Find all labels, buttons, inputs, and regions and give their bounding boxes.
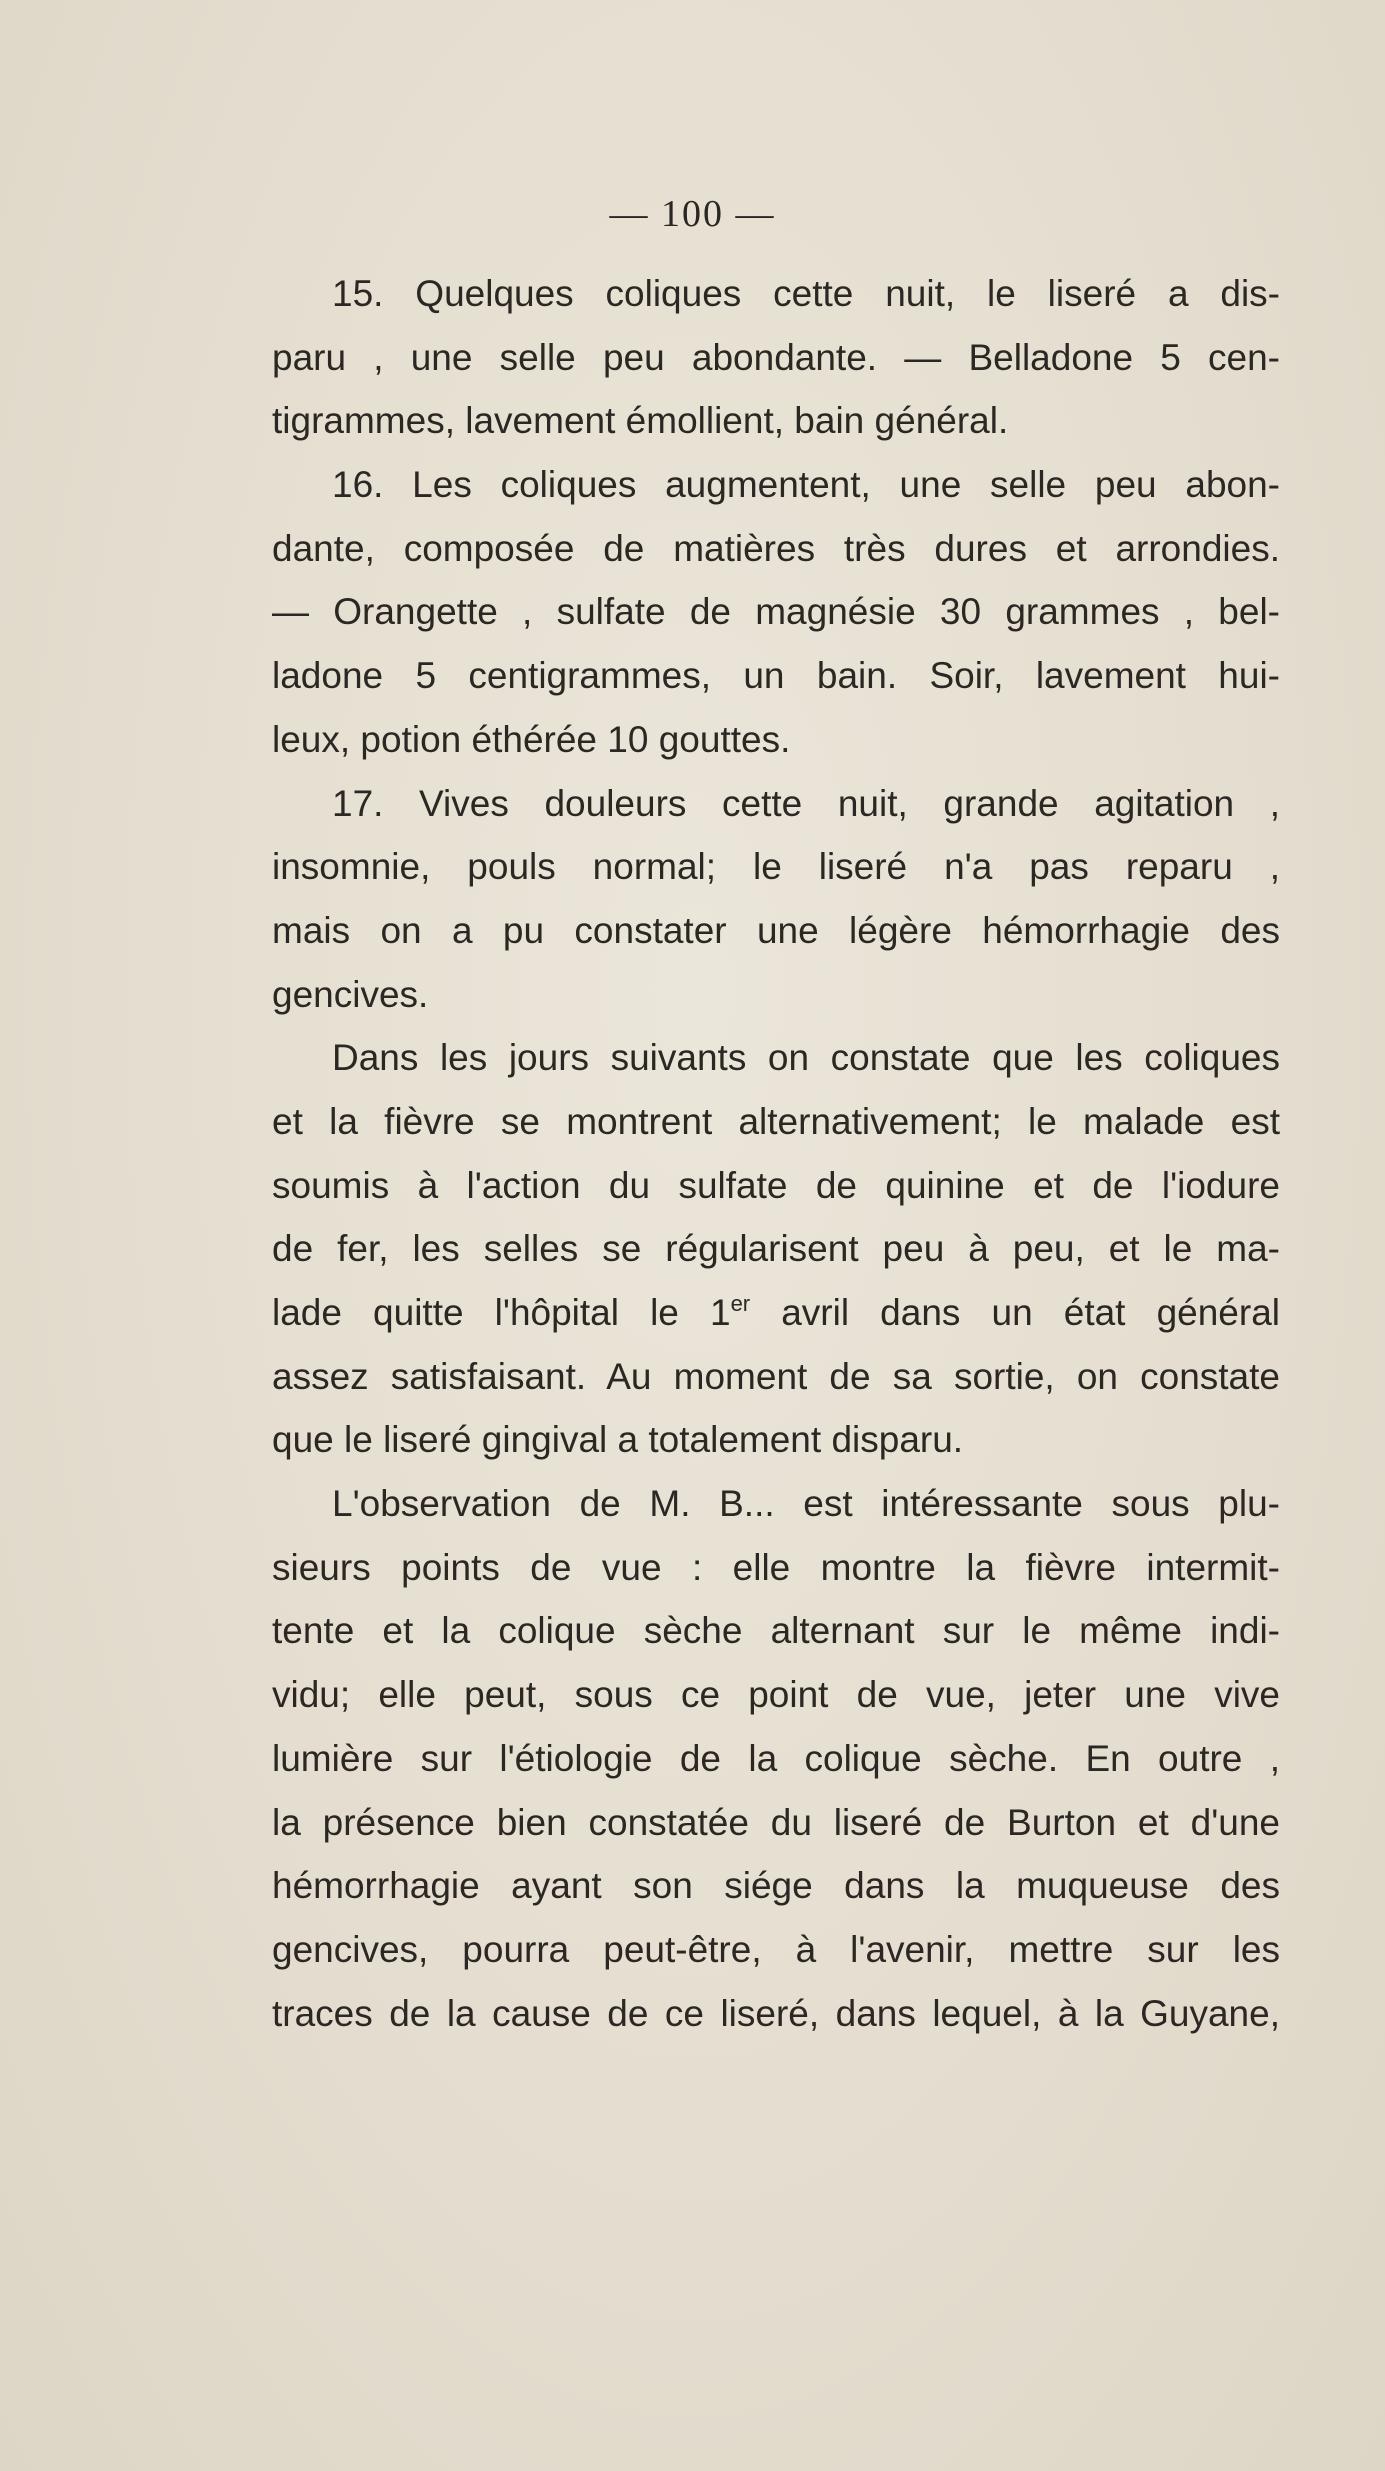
text-line-content: leux, potion éthérée 10 gouttes. bbox=[272, 718, 791, 760]
text-line bbox=[272, 1982, 1280, 2046]
text-line-content: ladone 5 centigrammes, un bain. Soir, lavement hui- bbox=[272, 655, 1280, 697]
text-line bbox=[272, 1408, 1280, 1472]
text-line-content: traces de la cause de ce liseré, dans lequel, à la Guyane, bbox=[272, 1992, 1280, 2034]
text-line-content: gencives, pourra peut-être, à l'avenir, mettre sur les bbox=[272, 1928, 1280, 1970]
text-line bbox=[272, 1217, 1280, 1281]
text-line bbox=[272, 1472, 1280, 1536]
text-line-content: assez satisfaisant. Au moment de sa sortie, on constate bbox=[272, 1355, 1280, 1397]
text-line bbox=[272, 772, 1280, 836]
page-number: — 100 — bbox=[609, 193, 776, 235]
text-line bbox=[272, 1663, 1280, 1727]
text-line bbox=[272, 708, 1280, 772]
text-line bbox=[272, 389, 1280, 453]
text-line-continuation: avril dans un état général bbox=[750, 1292, 1280, 1333]
text-line bbox=[272, 1599, 1280, 1663]
text-line-content: tigrammes, lavement émollient, bain général. bbox=[272, 400, 1009, 442]
text-line bbox=[272, 1154, 1280, 1218]
text-line bbox=[272, 326, 1280, 390]
text-line bbox=[272, 835, 1280, 899]
text-line-content: lade quitte l'hôpital le 1 bbox=[272, 1292, 731, 1333]
text-line bbox=[272, 1026, 1280, 1090]
text-line bbox=[272, 1345, 1280, 1409]
text-line-content: insomnie, pouls normal; le liseré n'a pas reparu , bbox=[272, 846, 1280, 888]
text-line-content: et la fièvre se montrent alternativement; le malade est bbox=[272, 1100, 1280, 1142]
text-line-content: 15. Quelques coliques cette nuit, le liseré a dis- bbox=[332, 273, 1280, 314]
text-line bbox=[272, 644, 1280, 708]
text-line-content: hémorrhagie ayant son siége dans la muqueuse des bbox=[272, 1865, 1280, 1907]
body-text bbox=[272, 262, 1280, 2045]
text-line-content: L'observation de M. B... est intéressante sous plu- bbox=[332, 1483, 1280, 1525]
text-line bbox=[272, 1727, 1280, 1791]
text-line-content: soumis à l'action du sulfate de quinine et de l'iodure bbox=[272, 1164, 1280, 1206]
text-line-content: 16. Les coliques augmentent, une selle peu abon- bbox=[332, 464, 1280, 506]
text-line-content: 17. Vives douleurs cette nuit, grande agitation , bbox=[332, 782, 1280, 824]
text-line bbox=[272, 1090, 1280, 1154]
text-line-content: la présence bien constatée du liseré de Burton et d'une bbox=[272, 1801, 1280, 1843]
text-line-content: tente et la colique sèche alternant sur le même indi- bbox=[272, 1610, 1280, 1652]
text-line bbox=[272, 580, 1280, 644]
text-line bbox=[272, 1918, 1280, 1982]
text-line-content: Dans les jours suivants on constate que les coliques bbox=[332, 1037, 1280, 1079]
text-line-content: gencives. bbox=[272, 973, 429, 1015]
text-line bbox=[272, 899, 1280, 963]
text-line bbox=[272, 1536, 1280, 1600]
ordinal-superscript: er bbox=[730, 1291, 751, 1316]
text-line-content: paru , une selle peu abondante. — Belladone 5 cen- bbox=[272, 336, 1280, 378]
text-line bbox=[272, 453, 1280, 517]
text-line bbox=[272, 517, 1280, 581]
text-line-content: dante, composée de matières très dures et arrondies. bbox=[272, 527, 1280, 569]
text-line-content: mais on a pu constater une légère hémorrhagie des bbox=[272, 909, 1280, 951]
text-line-content: de fer, les selles se régularisent peu à peu, et le ma- bbox=[272, 1228, 1280, 1270]
text-line bbox=[272, 963, 1280, 1027]
text-line-content: — Orangette , sulfate de magnésie 30 grammes , bel- bbox=[272, 591, 1280, 633]
text-line bbox=[272, 262, 1280, 326]
text-line bbox=[272, 1281, 1280, 1345]
text-line-content: vidu; elle peut, sous ce point de vue, jeter une vive bbox=[272, 1674, 1280, 1716]
text-line bbox=[272, 1791, 1280, 1855]
text-line bbox=[272, 1854, 1280, 1918]
text-line-content: lumière sur l'étiologie de la colique sèche. En outre , bbox=[272, 1737, 1280, 1779]
text-line-content: sieurs points de vue : elle montre la fièvre intermit- bbox=[272, 1546, 1280, 1588]
text-line-content: que le liseré gingival a totalement disparu. bbox=[272, 1419, 964, 1461]
